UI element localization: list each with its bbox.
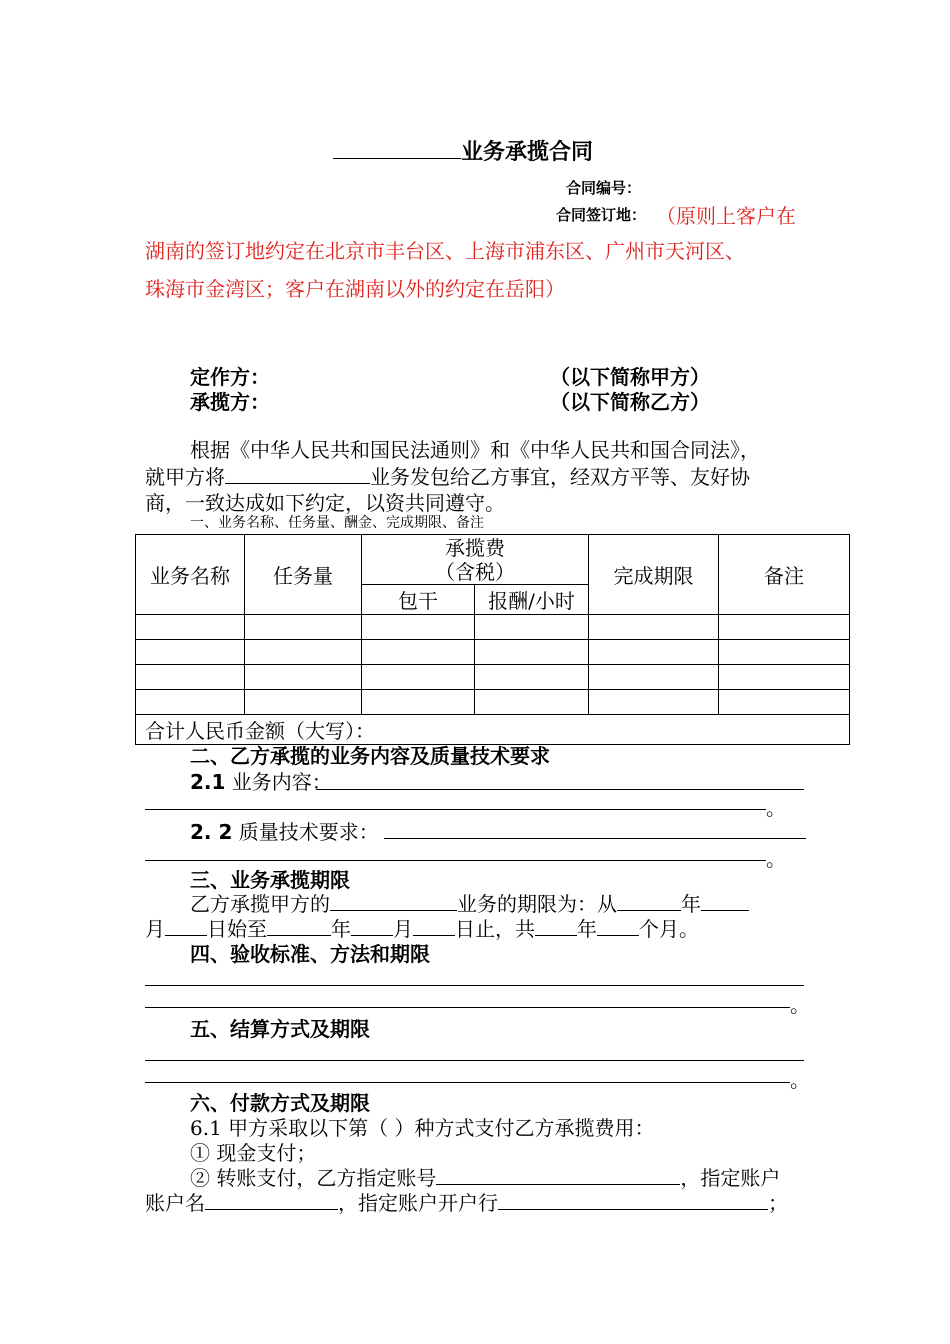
bank-name-blank bbox=[498, 1189, 768, 1210]
table-cell[interactable] bbox=[719, 665, 850, 690]
quality-requirement-line-2[interactable] bbox=[145, 860, 766, 861]
term-business-blank bbox=[330, 890, 457, 911]
settlement-line-2[interactable] bbox=[145, 1082, 790, 1083]
transfer-text-post: ，指定账户 bbox=[680, 1166, 781, 1190]
table-cell[interactable] bbox=[136, 665, 245, 690]
start-day-blank bbox=[165, 915, 207, 936]
section-6-heading: 六、付款方式及期限 bbox=[190, 1091, 370, 1115]
account-name-blank bbox=[205, 1189, 338, 1210]
transfer-text-pre: ② 转账支付，乙方指定账号 bbox=[190, 1166, 437, 1190]
term-text-2: 业务的期限为：从 bbox=[457, 892, 617, 916]
term-text-4: 月 bbox=[145, 917, 165, 941]
header-fee-tax: （含税） bbox=[435, 559, 515, 584]
total-amount-label: 合计人民币金额（大写）： bbox=[145, 719, 375, 743]
section-5-heading: 五、结算方式及期限 bbox=[190, 1017, 370, 1041]
table-cell[interactable] bbox=[589, 640, 719, 665]
start-year-blank bbox=[617, 890, 681, 911]
preamble-line-1: 根据《中华人民共和国民法通则》和《中华人民共和国合同法》， bbox=[190, 438, 760, 462]
term-text-1: 乙方承揽甲方的 bbox=[190, 892, 330, 916]
header-quantity: 任务量 bbox=[245, 535, 362, 615]
item-2-2-label: 质量技术要求： bbox=[238, 820, 379, 844]
contract-title bbox=[333, 134, 593, 166]
header-hourly: 报酬/小时 bbox=[475, 585, 589, 615]
header-fee bbox=[362, 535, 589, 585]
section-4-period: 。 bbox=[790, 993, 810, 1017]
table-cell[interactable] bbox=[475, 690, 589, 715]
table-cell[interactable] bbox=[245, 615, 362, 640]
account-number-blank bbox=[436, 1164, 680, 1185]
section-2-period-1: 。 bbox=[766, 796, 786, 820]
title-blank bbox=[333, 134, 461, 159]
sign-place-label: 合同签订地： bbox=[556, 206, 647, 224]
end-day-blank bbox=[413, 915, 455, 936]
item-2-2-number: 2. 2 bbox=[190, 820, 233, 844]
business-content-line-1[interactable] bbox=[316, 789, 804, 790]
table-cell[interactable] bbox=[136, 690, 245, 715]
total-years-blank bbox=[535, 915, 577, 936]
table-cell[interactable] bbox=[719, 690, 850, 715]
party-a-label: 定作方： bbox=[190, 365, 270, 389]
table-cell[interactable] bbox=[475, 615, 589, 640]
term-text-3: 年 bbox=[681, 892, 701, 916]
table-cell[interactable] bbox=[719, 615, 850, 640]
start-month-blank bbox=[701, 890, 749, 911]
table-cell[interactable] bbox=[475, 640, 589, 665]
table-cell[interactable] bbox=[475, 665, 589, 690]
business-content-line-2[interactable] bbox=[145, 809, 766, 810]
term-text-9: 年 bbox=[577, 917, 597, 941]
title-text: 业务承揽合同 bbox=[461, 140, 594, 165]
party-b-label: 承揽方： bbox=[190, 390, 270, 414]
settlement-line-1[interactable] bbox=[145, 1060, 804, 1061]
table-row bbox=[136, 665, 850, 690]
account-name-label: 账户名 bbox=[145, 1191, 205, 1215]
party-b-suffix: （以下简称乙方） bbox=[550, 390, 710, 414]
table-row bbox=[136, 615, 850, 640]
term-text-7: 月 bbox=[393, 917, 413, 941]
table-cell[interactable] bbox=[245, 640, 362, 665]
header-fee-label: 承揽费 bbox=[445, 535, 505, 560]
total-months-blank bbox=[597, 915, 639, 936]
header-remark: 备注 bbox=[719, 535, 850, 615]
section-2-period-2: 。 bbox=[766, 847, 786, 871]
table-cell[interactable] bbox=[362, 640, 475, 665]
account-name-line bbox=[145, 1187, 788, 1216]
section-2-heading: 二、乙方承揽的业务内容及质量技术要求 bbox=[190, 744, 550, 768]
sign-place-note-2: 湖南的签订地约定在北京市丰台区、上海市浦东区、广州市天河区、 bbox=[145, 239, 745, 263]
term-text-10: 个月。 bbox=[639, 917, 699, 941]
account-line-end: ； bbox=[768, 1191, 788, 1215]
term-text-5: 日始至 bbox=[207, 917, 267, 941]
acceptance-line-2[interactable] bbox=[145, 1007, 790, 1008]
business-table bbox=[135, 534, 850, 745]
header-business-name: 业务名称 bbox=[136, 535, 245, 615]
sign-place-note-1: （原则上客户在 bbox=[656, 204, 796, 228]
table-row bbox=[136, 640, 850, 665]
quality-requirement-line-1[interactable] bbox=[384, 838, 806, 839]
header-lump-sum: 包干 bbox=[362, 585, 475, 615]
table-cell[interactable] bbox=[362, 665, 475, 690]
section-2-item-2 bbox=[190, 816, 379, 845]
table-cell[interactable] bbox=[589, 665, 719, 690]
table-row bbox=[136, 690, 850, 715]
section-4-heading: 四、验收标准、方法和期限 bbox=[190, 942, 430, 966]
sign-place-note-3: 珠海市金湾区；客户在湖南以外的约定在岳阳） bbox=[145, 277, 565, 301]
table-cell[interactable] bbox=[136, 640, 245, 665]
table-cell[interactable] bbox=[589, 690, 719, 715]
section-5-period: 。 bbox=[790, 1068, 810, 1092]
header-deadline: 完成期限 bbox=[589, 535, 719, 615]
table-cell[interactable] bbox=[589, 615, 719, 640]
payment-option-cash: ① 现金支付； bbox=[190, 1141, 317, 1165]
table-cell[interactable] bbox=[245, 690, 362, 715]
end-month-blank bbox=[351, 915, 393, 936]
table-cell[interactable] bbox=[245, 665, 362, 690]
term-text-6: 年 bbox=[331, 917, 351, 941]
preamble-line-2-post: 业务发包给乙方事宜，经双方平等、友好协 bbox=[370, 465, 750, 489]
payment-method-line: 6.1 甲方采取以下第（ ）种方式支付乙方承揽费用： bbox=[190, 1116, 655, 1140]
section-1-caption: 一、业务名称、任务量、酬金、完成期限、备注 bbox=[190, 515, 484, 531]
end-year-blank bbox=[267, 915, 331, 936]
acceptance-line-1[interactable] bbox=[145, 985, 804, 986]
preamble-line-3: 商，一致达成如下约定，以资共同遵守。 bbox=[145, 491, 505, 515]
section-3-heading: 三、业务承揽期限 bbox=[190, 868, 350, 892]
section-2-item-1 bbox=[190, 766, 332, 795]
table-cell[interactable] bbox=[362, 690, 475, 715]
table-cell[interactable] bbox=[362, 615, 475, 640]
table-cell[interactable] bbox=[719, 640, 850, 665]
bank-label: ，指定账户开户行 bbox=[338, 1191, 498, 1215]
table-cell[interactable] bbox=[136, 615, 245, 640]
item-2-1-label: 业务内容： bbox=[231, 770, 332, 794]
party-a-suffix: （以下简称甲方） bbox=[550, 365, 710, 389]
preamble-line-2 bbox=[145, 461, 750, 490]
contract-number-label: 合同编号： bbox=[566, 179, 642, 197]
item-2-1-number: 2.1 bbox=[190, 770, 226, 794]
business-name-blank bbox=[225, 463, 370, 484]
term-text-8: 日止，共 bbox=[455, 917, 535, 941]
preamble-line-2-pre: 就甲方将 bbox=[145, 465, 225, 489]
